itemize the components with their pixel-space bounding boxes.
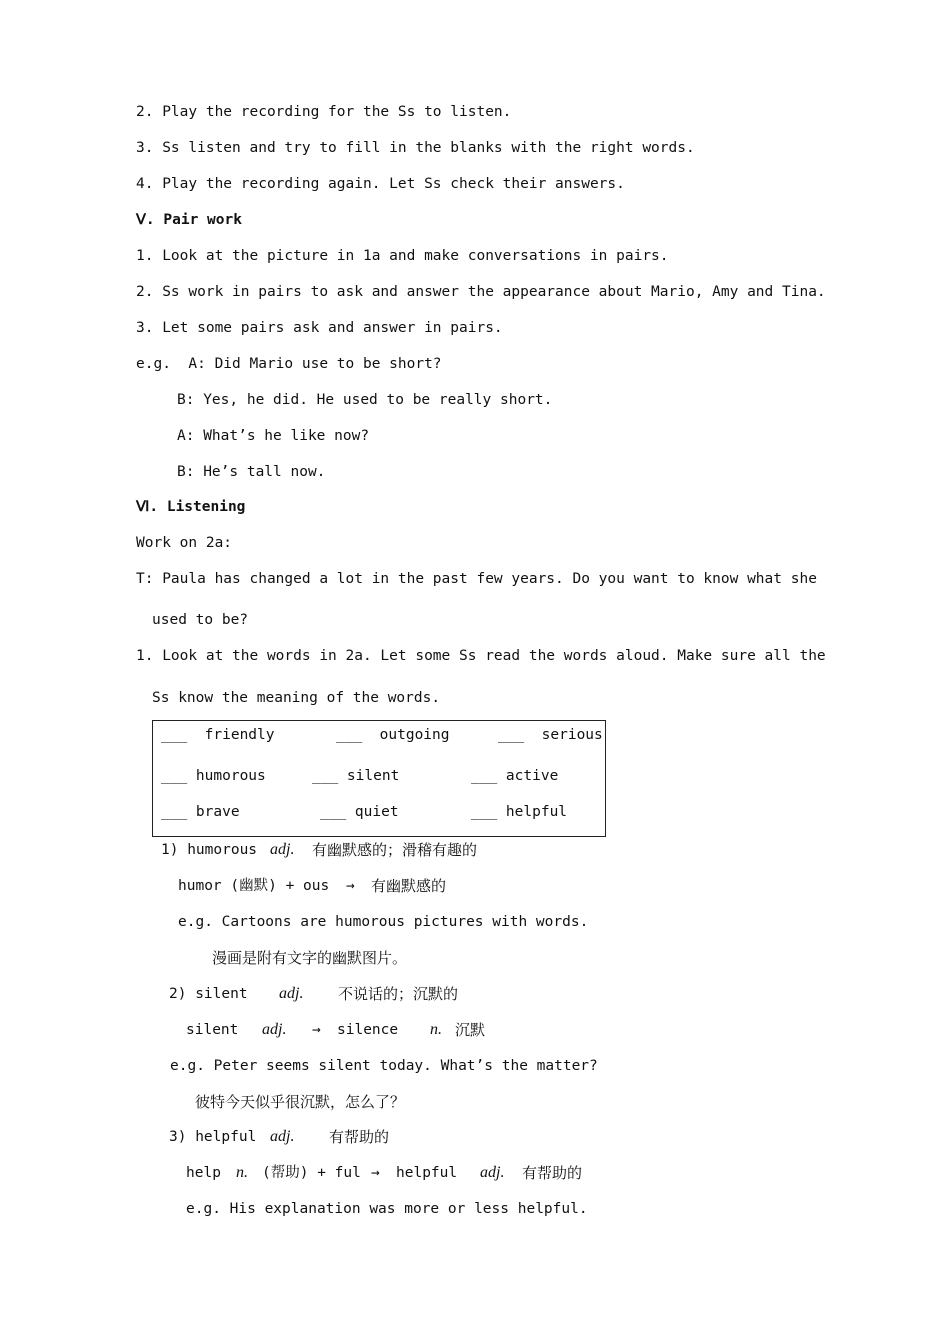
chinese-meaning: 不说话的；沉默的 <box>338 985 459 1003</box>
section-heading-pair-work: Ⅴ. Pair work <box>136 212 242 228</box>
word-box-item: ___ friendly <box>161 727 275 743</box>
part-of-speech: adj. <box>270 1128 295 1145</box>
arrow: → <box>371 1165 380 1181</box>
word-box-item: ___ active <box>471 768 559 784</box>
word-box <box>152 720 606 837</box>
chinese-meaning: 有幽默感的 <box>371 877 447 895</box>
word-formation: silence <box>337 1022 399 1038</box>
step-line: 1. Look at the picture in 1a and make conversations in pairs. <box>136 248 669 264</box>
paragraph-line: T: Paula has changed a lot in the past few years. Do you want to know what she <box>136 571 817 587</box>
chinese-meaning: 沉默 <box>455 1021 486 1039</box>
section-heading-listening: Ⅵ. Listening <box>136 499 246 515</box>
paragraph-line: Work on 2a: <box>136 535 233 551</box>
part-of-speech: adj. <box>270 841 295 858</box>
word-box-item: ___ quiet <box>320 804 399 820</box>
step-line: 3. Ss listen and try to fill in the blanks with the right words. <box>136 140 695 156</box>
word-formation: (帮助) + ful <box>262 1165 361 1181</box>
chinese-meaning: 有帮助的 <box>522 1164 583 1182</box>
dialogue-line: A: What’s he like now? <box>177 428 370 444</box>
part-of-speech: adj. <box>480 1164 505 1181</box>
paragraph-line: used to be? <box>152 612 249 628</box>
word-box-item: ___ outgoing <box>336 727 450 743</box>
chinese-meaning: 有帮助的 <box>329 1128 390 1146</box>
dialogue-line: B: Yes, he did. He used to be really short. <box>177 392 553 408</box>
example-line: e.g. Cartoons are humorous pictures with words. <box>178 914 589 930</box>
word-box-item: ___ helpful <box>471 804 568 820</box>
word-box-item: ___ silent <box>312 768 400 784</box>
word-box-item: ___ brave <box>161 804 240 820</box>
example-translation: 彼特今天似乎很沉默，怎么了？ <box>195 1093 406 1111</box>
dialogue-line: B: He’s tall now. <box>177 464 326 480</box>
part-of-speech: adj. <box>262 1021 287 1038</box>
arrow: → <box>346 878 355 894</box>
word-box-item: ___ humorous <box>161 768 266 784</box>
example-translation: 漫画是附有文字的幽默图片。 <box>212 949 408 967</box>
word-formation: silent <box>186 1022 239 1038</box>
step-line: 2. Play the recording for the Ss to listen. <box>136 104 512 120</box>
part-of-speech: n. <box>430 1021 442 1038</box>
step-line: 1. Look at the words in 2a. Let some Ss read the words aloud. Make sure all the <box>136 648 826 664</box>
step-line: 3. Let some pairs ask and answer in pairs. <box>136 320 503 336</box>
word-box-item: ___ serious <box>498 727 603 743</box>
vocab-word: 2) silent <box>169 986 248 1002</box>
word-formation: helpful <box>396 1165 458 1181</box>
example-line: e.g. A: Did Mario use to be short? <box>136 356 442 372</box>
step-line: 2. Ss work in pairs to ask and answer the appearance about Mario, Amy and Tina. <box>136 284 826 300</box>
step-line: 4. Play the recording again. Let Ss check their answers. <box>136 176 625 192</box>
chinese-meaning: 有幽默感的；滑稽有趣的 <box>312 841 478 859</box>
vocab-word: 1) humorous <box>161 842 258 858</box>
step-line: Ss know the meaning of the words. <box>152 690 441 706</box>
vocab-word: 3) helpful <box>169 1129 257 1145</box>
part-of-speech: n. <box>236 1164 248 1181</box>
arrow: → <box>312 1022 321 1038</box>
word-formation: humor (幽默) + ous <box>178 878 330 894</box>
part-of-speech: adj. <box>279 985 304 1002</box>
example-line: e.g. Peter seems silent today. What’s the matter? <box>170 1058 598 1074</box>
example-line: e.g. His explanation was more or less helpful. <box>186 1201 588 1217</box>
word-formation: help <box>186 1165 221 1181</box>
